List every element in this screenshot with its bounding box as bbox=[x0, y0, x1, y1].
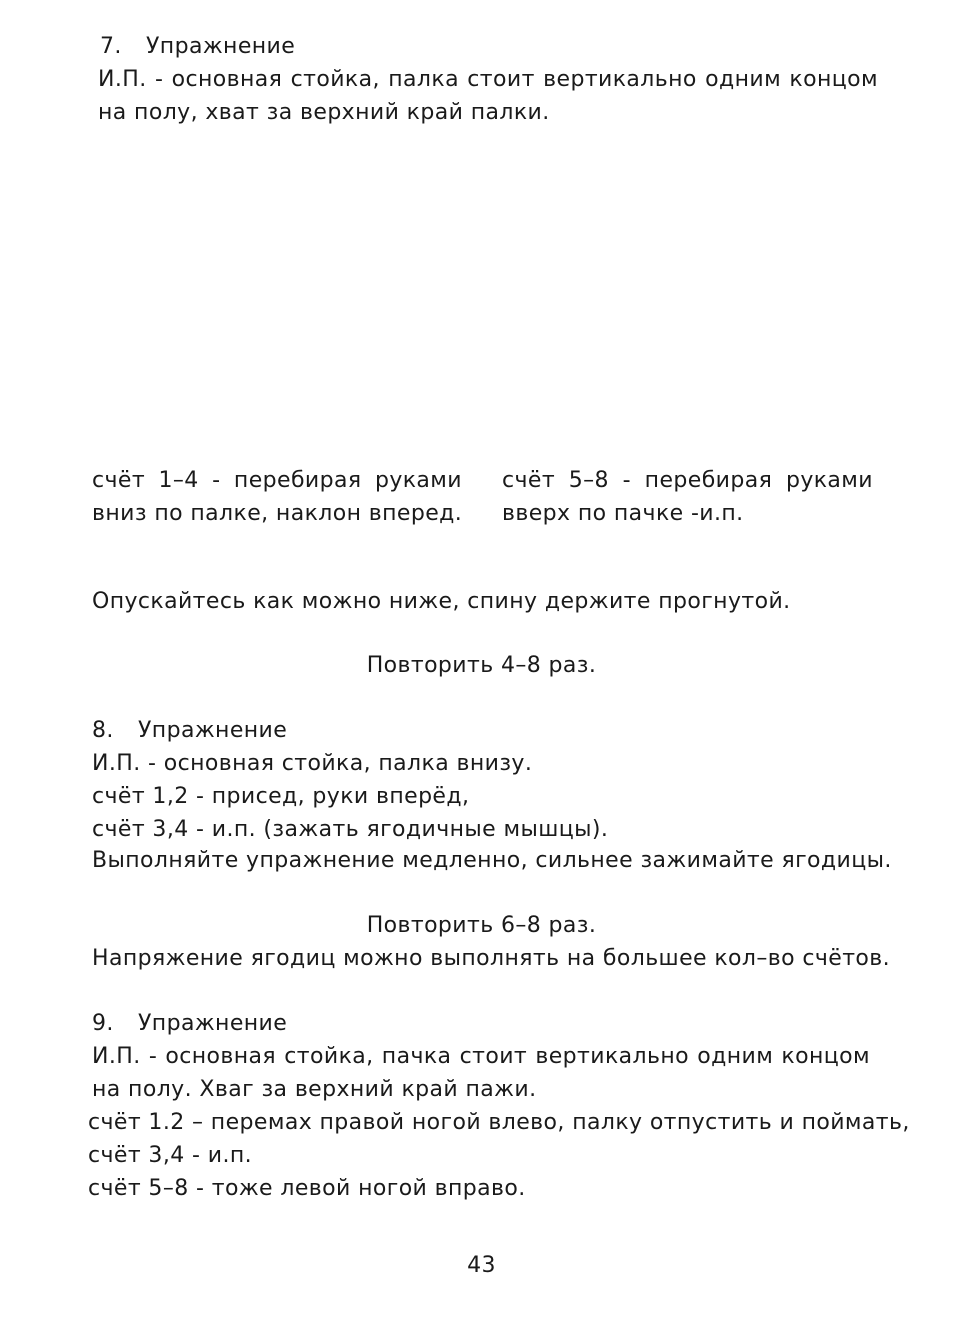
exercise-8-extra: Напряжение ягодиц можно выполнять на большее кол–во счётов. bbox=[92, 946, 891, 971]
exercise-9-count2: счёт 3,4 - и.п. bbox=[88, 1143, 253, 1168]
exercise-8-ip: И.П. - основная стойка, палка внизу. bbox=[92, 751, 533, 776]
exercise-7-note: Опускайтесь как можно ниже, спину держите прогнутой. bbox=[92, 589, 791, 614]
exercise-8-number: 8. bbox=[92, 718, 114, 743]
exercise-9-ip-line2: на полу. Хваг за верхний край пажи. bbox=[92, 1077, 537, 1102]
exercise-7-title: Упражнение bbox=[146, 34, 296, 59]
exercise-7-number: 7. bbox=[100, 34, 122, 59]
page-number: 43 bbox=[467, 1253, 496, 1278]
exercise-9-heading bbox=[92, 1009, 287, 1039]
exercise-7-ip-line2: на полу, хват за верхний край палки. bbox=[98, 100, 550, 125]
exercise-7-left-col-line1: счёт 1–4 - перебирая руками bbox=[92, 468, 462, 493]
exercise-9-title: Упражнение bbox=[138, 1011, 288, 1036]
exercise-7-right-col-line1: счёт 5–8 - перебирая руками bbox=[502, 468, 873, 493]
exercise-8-count2: счёт 3,4 - и.п. (зажать ягодичные мышцы). bbox=[92, 817, 609, 842]
exercise-8-note: Выполняйте упражнение медленно, сильнее зажимайте ягодицы. bbox=[92, 848, 892, 873]
exercise-9-count1: счёт 1.2 – перемах правой ногой влево, палку отпустить и поймать, bbox=[88, 1110, 910, 1135]
exercise-9-number: 9. bbox=[92, 1011, 114, 1036]
exercise-7-repeat: Повторить 4–8 раз. bbox=[366, 653, 597, 678]
exercise-8-count1: счёт 1,2 - присед, руки вперёд, bbox=[92, 784, 470, 809]
exercise-7-heading bbox=[100, 32, 295, 62]
exercise-8-heading bbox=[92, 716, 287, 746]
exercise-7-ip-line1: И.П. - основная стойка, палка стоит вертикально одним концом bbox=[98, 67, 878, 92]
exercise-7-right-col-line2: вверх по пачке -и.п. bbox=[502, 501, 744, 526]
exercise-9-count3: счёт 5–8 - тоже левой ногой вправо. bbox=[88, 1176, 526, 1201]
exercise-8-repeat: Повторить 6–8 раз. bbox=[366, 913, 597, 938]
illustration-area bbox=[96, 140, 876, 460]
exercise-9-ip-line1: И.П. - основная стойка, пачка стоит вертикально одним концом bbox=[92, 1044, 870, 1069]
exercise-7-left-col-line2: вниз по палке, наклон вперед. bbox=[92, 501, 463, 526]
exercise-8-title: Упражнение bbox=[138, 718, 288, 743]
